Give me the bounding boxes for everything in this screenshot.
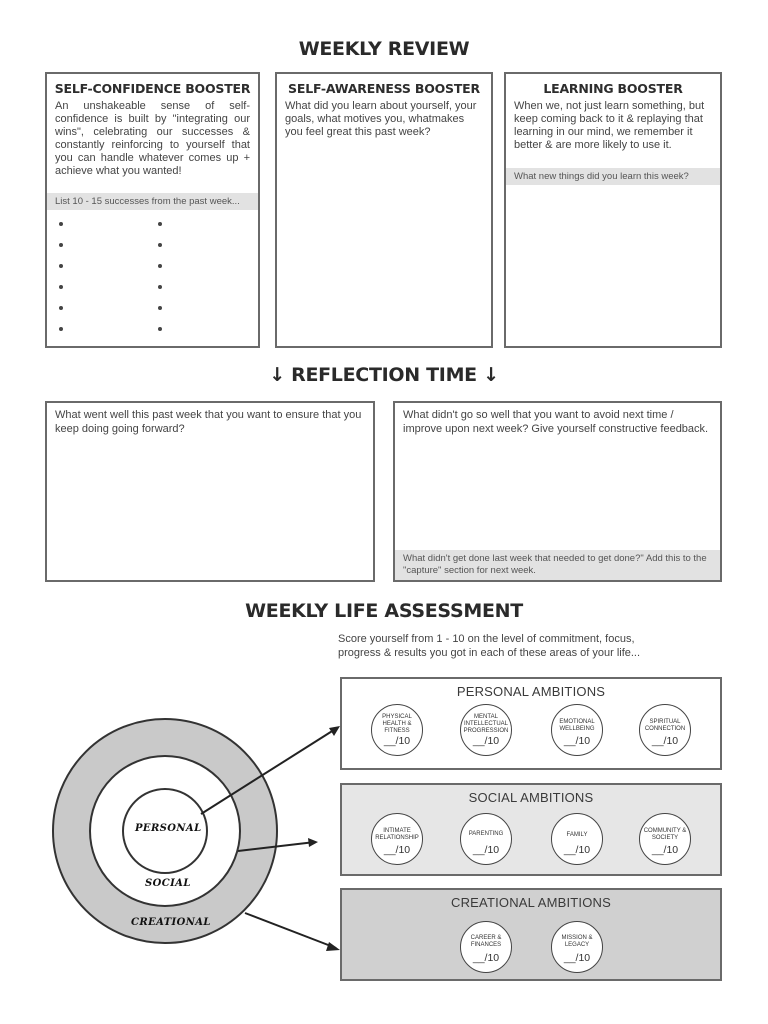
bullet [59,264,63,268]
life-areas-diagram [40,690,340,990]
score-input[interactable]: __/10 [563,844,591,856]
score-input[interactable]: __/10 [651,844,679,856]
social-ambitions-title: SOCIAL AMBITIONS [468,790,594,805]
personal-ambitions-title: PERSONAL AMBITIONS [456,684,606,699]
community-society-circle[interactable] [639,813,691,865]
social-ambitions-box [340,783,722,876]
mental-progression-circle[interactable] [460,704,512,756]
learning-title: LEARNING BOOSTER [543,81,683,96]
score-input[interactable]: __/10 [383,844,411,856]
bullet [158,327,162,331]
bullet [158,306,162,310]
not-done-prompt: What didn't get done last week that needed to get done?" Add this to the "capture" section for next week. [395,550,720,580]
not-well-prompt: What didn't go so well that you want to avoid next time / improve upon next week? Give yourself constructive feedback. [403,409,709,435]
score-input[interactable]: __/10 [563,735,591,747]
not-well-box[interactable] [393,401,722,582]
self-awareness-text: What did you learn about yourself, your goals, what motives you, whatmakes you feel great this past week? [285,100,477,138]
score-input[interactable]: __/10 [472,952,500,964]
circle-label: MENTAL INTELLECTUAL PROGRESSION [463,714,509,734]
social-ring-label: SOCIAL [145,878,191,889]
circle-label: PHYSICAL HEALTH & FITNESS [382,714,412,734]
circle-label: COMMUNITY & SOCIETY [643,828,687,841]
spiritual-connection-circle[interactable] [639,704,691,756]
score-input[interactable]: __/10 [472,844,500,856]
bullet [158,285,162,289]
bullet [59,327,63,331]
creational-ring-label: CREATIONAL [131,917,211,928]
reflection-title: ↓ REFLECTION TIME ↓ [269,364,499,386]
circle-label: CAREER & FINANCES [470,935,502,948]
personal-ring-label: PERSONAL [135,823,202,834]
went-well-prompt: What went well this past week that you want to ensure that you keep doing going forward? [55,409,362,435]
creational-ambitions-box [340,888,722,981]
bullet [59,243,63,247]
parenting-circle[interactable] [460,813,512,865]
emotional-wellbeing-circle[interactable] [551,704,603,756]
circle-label: PARENTING [468,831,504,837]
bullet [158,222,162,226]
arrow-creational [245,913,336,948]
successes-prompt: List 10 - 15 successes from the past week... [47,193,258,210]
bullet [158,264,162,268]
self-confidence-text: An unshakeable sense of self-confidence is built by "integrating our wins", celebrating our successes & constantly reinforcing to yourself that you can handle whatever comes up + achieve what you wanted! [55,100,250,177]
arrow-social-head [308,838,318,847]
intimate-relationship-circle[interactable] [371,813,423,865]
creational-ambitions-title: CREATIONAL AMBITIONS [450,895,612,910]
self-awareness-title: SELF-AWARENESS BOOSTER [288,81,480,96]
circle-label: SPIRITUAL CONNECTION [644,719,686,732]
self-confidence-box [45,72,260,348]
circle-label: INTIMATE RELATIONSHIP [375,828,419,841]
physical-health-circle[interactable] [371,704,423,756]
went-well-box[interactable] [45,401,375,582]
bullet [59,306,63,310]
circle-label: EMOTIONAL WELLBEING [559,719,595,732]
self-confidence-title: SELF-CONFIDENCE BOOSTER [54,81,251,96]
assessment-title: WEEKLY LIFE ASSESSMENT [245,600,523,622]
arrow-creational-head [326,942,340,951]
learning-box[interactable] [504,72,722,348]
personal-ambitions-box [340,677,722,770]
mission-legacy-circle[interactable] [551,921,603,973]
circle-label: FAMILY [566,832,588,838]
assessment-intro: Score yourself from 1 - 10 on the level of commitment, focus, progress & results you got in each of these areas of your life... [338,633,641,659]
self-awareness-box[interactable] [275,72,493,348]
bullet [59,285,63,289]
score-input[interactable]: __/10 [651,735,679,747]
weekly-review-title: WEEKLY REVIEW [298,38,470,60]
learning-prompt: What new things did you learn this week? [506,168,720,185]
learning-text: When we, not just learn something, but keep coming back to it & replaying that learning in our mind, we remember it better & are more likely to use it. [514,100,705,151]
score-input[interactable]: __/10 [383,735,411,747]
circle-label: MISSION & LEGACY [561,935,593,948]
score-input[interactable]: __/10 [563,952,591,964]
career-finances-circle[interactable] [460,921,512,973]
family-circle[interactable] [551,813,603,865]
score-input[interactable]: __/10 [472,735,500,747]
bullet [158,243,162,247]
bullet [59,222,63,226]
